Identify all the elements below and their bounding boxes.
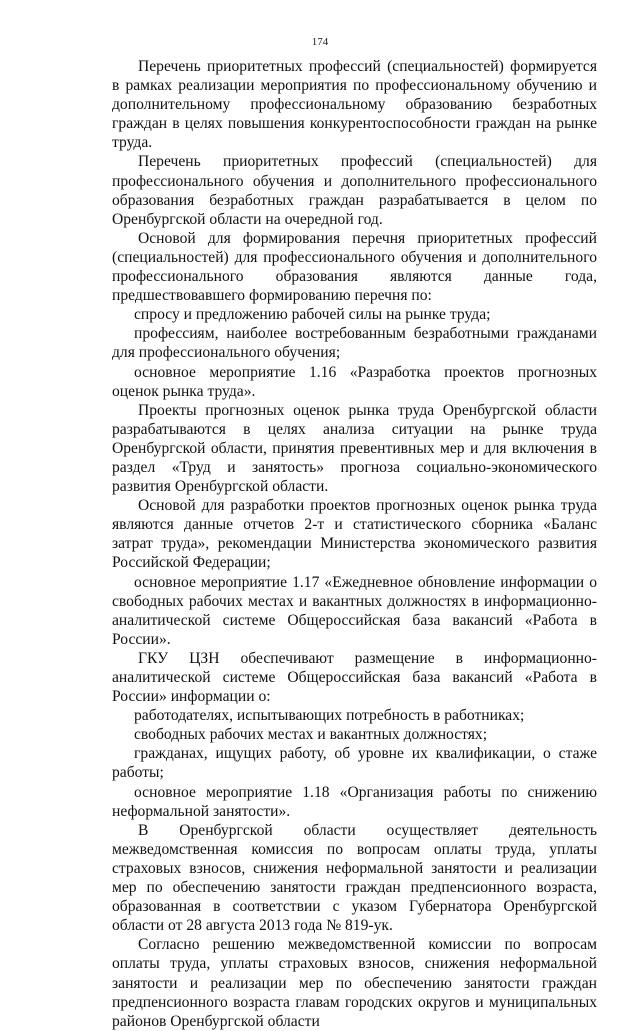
page-number: 174 (311, 36, 329, 48)
list-item: спросу и предложению рабочей силы на рынке труда; (134, 306, 491, 324)
list-item: основное мероприятие 1.18 «Организация работы по снижению неформальной занятости». (112, 783, 597, 820)
paragraph: Перечень приоритетных профессий (специальностей) формируется в рамках реализации мероприятия по профессиональному обучению и дополнительному профессиональному образованию безработных граждан в целях повышения конкурентоспособности граждан на рынке труда. (112, 58, 597, 152)
paragraph: Перечень приоритетных профессий (специальностей) для профессионального обучения и дополнительного профессионального образования безработных граждан разрабатывается в целом по Оренбургской области на очередной год. (112, 153, 597, 228)
paragraph: Основой для разработки проектов прогнозных оценок рынка труда являются данные отчетов 2-т и статистического сборника «Баланс затрат труда», рекомендации Министерства экономического развития Российской Федерации; (112, 497, 597, 572)
list-item: основное мероприятие 1.17 «Ежедневное обновление информации о свободных рабочих местах и вакантных должностях в информационно-аналитической системе Общероссийская база вакансий «Работа в России». (112, 573, 597, 648)
list-item: работодателях, испытывающих потребность в работниках; (134, 707, 525, 725)
document-body (112, 57, 597, 1031)
paragraph: Основой для формирования перечня приоритетных профессий (специальностей) для профессионального обучения и дополнительного профессионального образования являются данные года, предшествовавшего формированию перечня по: (112, 229, 597, 305)
paragraph: Согласно решению межведомственной комиссии по вопросам оплаты труда, уплаты страховых взносов, снижения неформальной занятости и реализации мер по обеспечению занятости граждан предпенсионного возраста главам городских округов и муниципальных районов Оренбургской области (112, 936, 597, 1030)
list-item: профессиям, наиболее востребованным безработными гражданами для профессионального обучения; (112, 325, 597, 362)
paragraph: В Оренбургской области осуществляет деятельность межведомственная комиссия по вопросам оплаты труда, уплаты страховых взносов, снижения неформальной занятости и реализации мер по обеспечению занятости граждан предпенсионного возраста, образованная в соответствии с указом Губернатора Оренбургской области от 28 августа 2013 года № 819-ук. (112, 821, 597, 935)
list-item: гражданах, ищущих работу, об уровне их квалификации, о стаже работы; (112, 745, 597, 782)
paragraph: Проекты прогнозных оценок рынка труда Оренбургской области разрабатываются в целях анализа ситуации на рынке труда Оренбургской области, принятия превентивных мер и для включения в раздел «Труд и занятость» прогноза социально-экономического развития Оренбургской области. (112, 401, 597, 496)
paragraph: ГКУ ЦЗН обеспечивают размещение в информационно-аналитической системе Общероссийская база вакансий «Работа в России» информации о: (112, 649, 597, 706)
list-item: основное мероприятие 1.16 «Разработка проектов прогнозных оценок рынка труда». (112, 363, 597, 400)
list-item: свободных рабочих местах и вакантных должностях; (134, 726, 488, 744)
